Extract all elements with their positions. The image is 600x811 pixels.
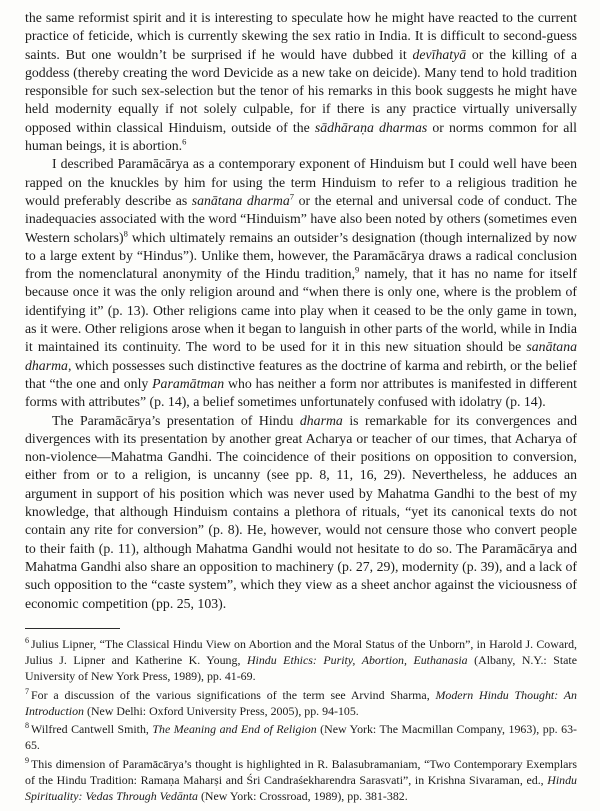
footnote-book-title: Hindu Ethics: Purity, Abortion, Euthanasia xyxy=(246,652,468,667)
footnote-book-title: The Meaning and End of Religion xyxy=(152,722,317,737)
italic-term: devīhatyā xyxy=(412,46,467,62)
footnote-9 xyxy=(25,756,577,804)
body-paragraph-1 xyxy=(25,9,577,155)
footnote-text: For a discussion of the various significations of the term see Arvind Sharma, xyxy=(31,687,436,702)
text-segment: , which possesses such distinctive features as the doctrine of karma and rebirth, or the belief that “the one and only xyxy=(25,357,577,391)
footnote-marker: 7 xyxy=(25,686,30,696)
footnote-6 xyxy=(25,636,577,684)
footnote-marker: 6 xyxy=(25,635,30,645)
footnote-text: This dimension of Paramācārya’s thought is highlighted in R. Balasubramaniam, “Two Contemporary Exemplars of the Hindu Tradition: Ramaṇa Maharṣi and Śri Candraśekharendra Sarasvati”, in Krishna Sivaraman, ed., xyxy=(25,756,577,788)
footnote-ref-7: 7 xyxy=(289,191,295,202)
text-segment: or norms common for all human beings, it is abortion. xyxy=(25,119,577,154)
footnote-7 xyxy=(25,687,577,719)
text-segment: namely, that it has no name for itself because once it was the only religion around and “when there is only one, where is the problem of identifying it” (p. 13). Other religions came into play when it ceased to be the only game in town, as it were. Other religions arose when it began to languish in other parts of the world, while in India it maintained its continuity. The word to be used for it in this new situation should be xyxy=(25,266,577,355)
footnote-marker: 9 xyxy=(25,755,30,765)
text-segment: is remarkable for its convergences and divergences with its presentation by another great Acharya or teacher of our times, that Acharya of non-violence—Mahatma Gandhi. The coincidence of their positions on opposition to conversion, either from or to a religion, is uncanny (see pp. 8, 11, 16, 29). Nevertheless, he adduces an argument in support of his position which was never used by Mahatma Gandhi to the best of my knowledge, that although Hinduism contains a plethora of rituals, “yet its canonical texts do not contain any rite for conversion” (p. 8). He, however, would not censure those who convert people to their faith (p. 11), although Mahatma Gandhi would not hesitate to do so. The Paramācārya and Mahatma Gandhi also share an opposition to machinery (p. 27, 29), modernity (p. 39), and a lack of such opposition to the “caste system”, which they view as a sheet anchor against the viciousness of economic competition (pp. 25, 103). xyxy=(25,412,578,611)
footnote-8 xyxy=(25,721,577,753)
footnote-text: (New York: Crossroad, 1989), pp. 381-382. xyxy=(197,789,408,804)
italic-term: sanātana dharma xyxy=(191,192,290,208)
text-segment: the same reformist spirit and it is interesting to speculate how he might have reacted to the current practice of feticide, which is currently skewing the sex ratio in India. It is difficult to second-guess saints. But one wouldn’t be surprised if he would have dubbed it xyxy=(25,10,577,62)
text-segment: I described Paramācārya as a contemporary exponent of Hinduism but I could well have been rapped on the knuckles by him for using the term Hinduism to refer to a religious tradition he would preferably describe as xyxy=(25,156,577,208)
footnotes-block xyxy=(25,636,577,804)
italic-term: sādhāraṇa dharmas xyxy=(314,119,428,135)
footnote-marker: 8 xyxy=(25,721,30,731)
text-segment: The Paramācārya’s presentation of Hindu xyxy=(52,412,300,428)
text-segment: who has neither a form nor attributes is manifested in different forms with attributes” (p. 14), a belief sometimes unfortunately confused with idolatry (p. 14). xyxy=(25,375,577,410)
italic-term: sanātana dharma xyxy=(25,339,577,373)
body-paragraph-3 xyxy=(25,412,577,613)
text-segment: or the eternal and universal code of conduct. The inadequacies associated with the word “Hinduism” have also been noted by others (sometimes even Western scholars) xyxy=(25,192,577,245)
footnote-book-title: Hindu Spirituality: Vedas Through Vedānta xyxy=(25,773,577,804)
footnote-text: (New York: The Macmillan Company, 1963), pp. 63-65. xyxy=(25,722,577,753)
text-segment: or the killing of a goddess (thereby creating the word Devicide as a new take on deicide). Many tend to hold tradition responsible for such sex-selection but the tenor of his remarks in this book suggests he might have held modernity equally if not solely culpable, for if there is any practice virtually universally opposed within classical Hinduism, outside of the xyxy=(25,46,577,135)
footnote-text: Julius Lipner, “The Classical Hindu View on Abortion and the Moral Status of the Unborn”, in Harold J. Coward, Julius J. Lipner and Katherine K. Young, xyxy=(25,636,577,667)
italic-term: dharma xyxy=(299,412,343,428)
footnote-text: (Albany, N.Y.: State University of New York Press, 1989), pp. 41-69. xyxy=(25,652,578,683)
footnote-text: (New Delhi: Oxford University Press, 2005), pp. 94-105. xyxy=(84,703,359,718)
footnote-ref-8: 8 xyxy=(123,227,128,238)
text-segment: which ultimately remains an outsider’s designation (though internalized by now to a large extent by “Hindus”). Unlike them, however, the Paramācārya draws a radical conclusion from the nomenclatural anonymity of the Hindu tradition, xyxy=(25,229,577,282)
footnote-separator xyxy=(25,628,120,629)
footnote-ref-6: 6 xyxy=(182,136,187,147)
footnote-text: Wilfred Cantwell Smith, xyxy=(31,722,153,737)
body-paragraph-2 xyxy=(25,155,577,411)
footnote-ref-9: 9 xyxy=(355,264,360,275)
footnote-book-title: Modern Hindu Thought: An Introduction xyxy=(25,687,577,718)
italic-term: Paramātman xyxy=(152,375,225,391)
body-text xyxy=(25,9,577,613)
